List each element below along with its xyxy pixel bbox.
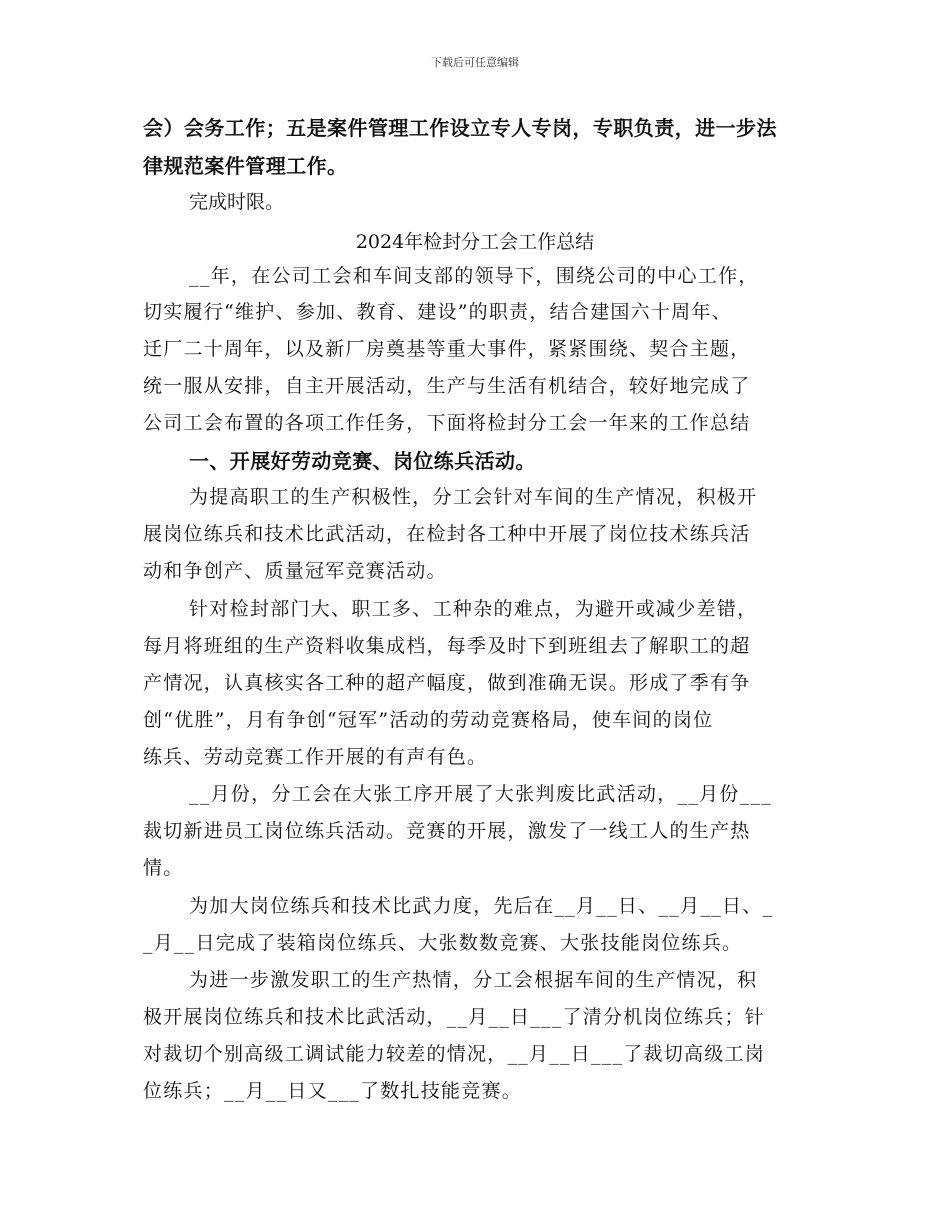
paragraph-line: 为加大岗位练兵和技术比武力度，先后在__月__日、__月__日、_ — [189, 895, 774, 917]
paragraph-line: 裁切新进员工岗位练兵活动。竞赛的开展，激发了一线工人的生产热 — [143, 820, 751, 842]
paragraph-line: 练兵、劳动竞赛工作开展的有声有色。 — [143, 746, 488, 768]
paragraph-line: 统一服从安排，自主开展活动，生产与生活有机结合，较好地完成了 — [143, 375, 751, 397]
document-title: 2024年检封分工会工作总结 — [355, 231, 595, 253]
paragraph-line: 产情况，认真核实各工种的超产幅度，做到准确无误。形成了季有争 — [143, 672, 751, 694]
paragraph-line: 完成时限。 — [189, 191, 285, 213]
paragraph-line: _月__日完成了装箱岗位练兵、大张数数竞赛、大张技能岗位练兵。 — [143, 932, 743, 954]
page-header: 下载后可任意编辑 — [431, 56, 519, 69]
paragraph-line: __月份，分工会在大张工序开展了大张判废比武活动，__月份___ — [189, 783, 773, 805]
paragraph-line: 为进一步激发职工的生产热情，分工会根据车间的生产情况，积 — [189, 969, 758, 991]
paragraph-line: 对裁切个别高级工调试能力较差的情况，__月__日___了裁切高级工岗 — [143, 1043, 766, 1065]
paragraph-line: 会）会务工作；五是案件管理工作设立专人专岗，专职负责，进一步法 — [143, 116, 777, 140]
section-heading: 一、开展好劳动竞赛、岗位练兵活动。 — [189, 449, 536, 473]
paragraph-line: 切实履行“维护、参加、教育、建设”的职责，结合建国六十周年、 — [143, 301, 732, 323]
paragraph-line: 为提高职工的生产积极性，分工会针对车间的生产情况，积极开 — [189, 486, 758, 508]
paragraph-line: 动和争创产、质量冠军竞赛活动。 — [143, 560, 447, 582]
paragraph-line: 创“优胜”，月有争创“冠军”活动的劳动竞赛格局，使车间的岗位 — [143, 709, 714, 731]
paragraph-line: 每月将班组的生产资料收集成档，每季及时下到班组去了解职工的超 — [143, 635, 751, 657]
paragraph-line: 公司工会布置的各项工作任务，下面将检封分工会一年来的工作总结 — [143, 412, 751, 434]
paragraph-line: 针对检封部门大、职工多、工种杂的难点，为避开或减少差错， — [189, 598, 758, 620]
paragraph-line: 迁厂二十周年，以及新厂房奠基等重大事件，紧紧围绕、契合主题， — [143, 338, 751, 360]
paragraph-line: __年，在公司工会和车间支部的领导下，围绕公司的中心工作， — [189, 265, 759, 287]
paragraph-line: 位练兵；__月__日又___了数扎技能竞赛。 — [143, 1080, 523, 1102]
paragraph-line: 律规范案件管理工作。 — [143, 154, 348, 178]
paragraph-line: 极开展岗位练兵和技术比武活动，__月__日___了清分机岗位练兵；针 — [143, 1006, 766, 1028]
paragraph-line: 展岗位练兵和技术比武活动，在检封各工种中开展了岗位技术练兵活 — [143, 523, 751, 545]
paragraph-line: 情。 — [143, 857, 184, 879]
